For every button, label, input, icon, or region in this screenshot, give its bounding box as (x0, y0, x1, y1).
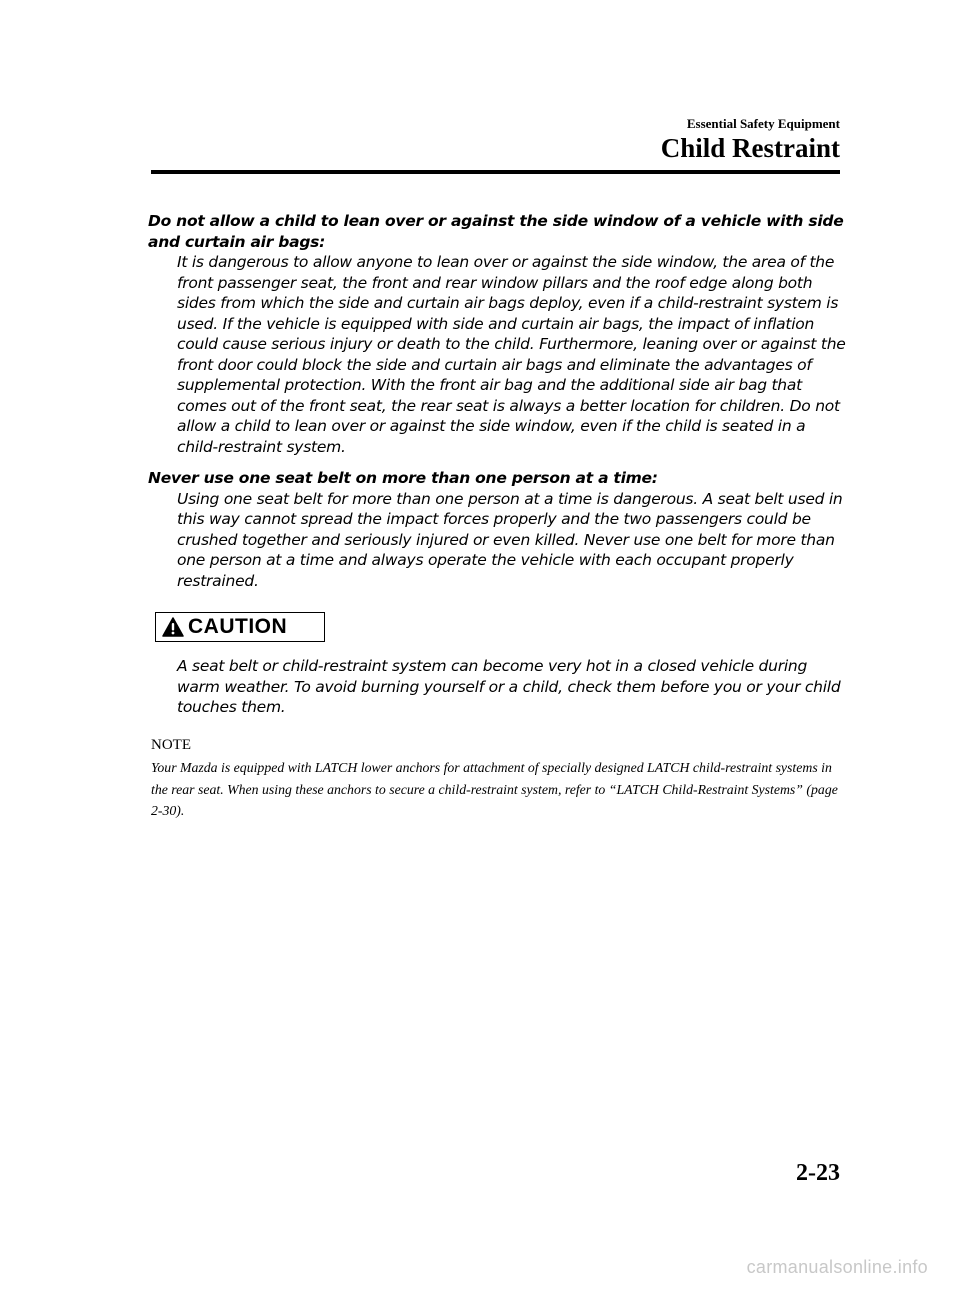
caution-body: A seat belt or child-restraint system can become very hot in a closed vehicle during warm weather. To avoid burning yourself or a child, check them before you or your child touches them. (177, 657, 841, 716)
page-title: Child Restraint (660, 133, 840, 163)
caution-label: CAUTION (188, 614, 288, 638)
warning-body-side-window: It is dangerous to allow anyone to lean over or against the side window, the area of the front passenger seat, the front and rear window pillars and the roof edge along both sides from which the side and curtain air bags deploy, even if a child-restraint system is used. If the vehicle is equipped with side and curtain air bags, the impact of inflation could cause serious injury or death to the child. Furthermore, leaning over or against the front door could block the side and curtain air bags and eliminate the advantages of supplemental protection. With the front air bag and the additional side air bag that comes out of the front seat, the rear seat is always a better location for children. Do not allow a child to lean over or against the side window, even if the child is seated in a child-restraint system. (177, 253, 846, 456)
section-name: Essential Safety Equipment (686, 116, 840, 131)
note-label: NOTE (151, 737, 191, 753)
caution-box (155, 612, 325, 642)
warning-heading-seat-belt: Never use one seat belt on more than one person at a time: (148, 469, 658, 487)
note-body: Your Mazda is equipped with LATCH lower anchors for attachment of specially designed LATCH child-restraint systems in the rear seat. When using these anchors to secure a child-restraint system, refer to “LATCH Child-Restraint Systems” (page 2-30). (151, 760, 838, 818)
header-divider (151, 170, 840, 174)
warning-content (148, 211, 848, 718)
warning-body-seat-belt: Using one seat belt for more than one person at a time is dangerous. A seat belt used in this way cannot spread the impact forces properly and the two passengers could be crushed together and seriously injured or even killed. Never use one belt for more than one person at a time and always operate the vehicle with each occupant properly restrained. (177, 489, 843, 590)
page-number: 2-23 (796, 1160, 840, 1186)
warning-heading-side-window: Do not allow a child to lean over or against the side window of a vehicle with side and curtain air bags: (148, 212, 844, 251)
spacer (148, 457, 848, 468)
note-section (151, 735, 851, 822)
warning-triangle-icon (162, 617, 184, 637)
site-watermark: carmanualsonline.info (746, 1257, 928, 1277)
caution-banner (155, 612, 848, 642)
